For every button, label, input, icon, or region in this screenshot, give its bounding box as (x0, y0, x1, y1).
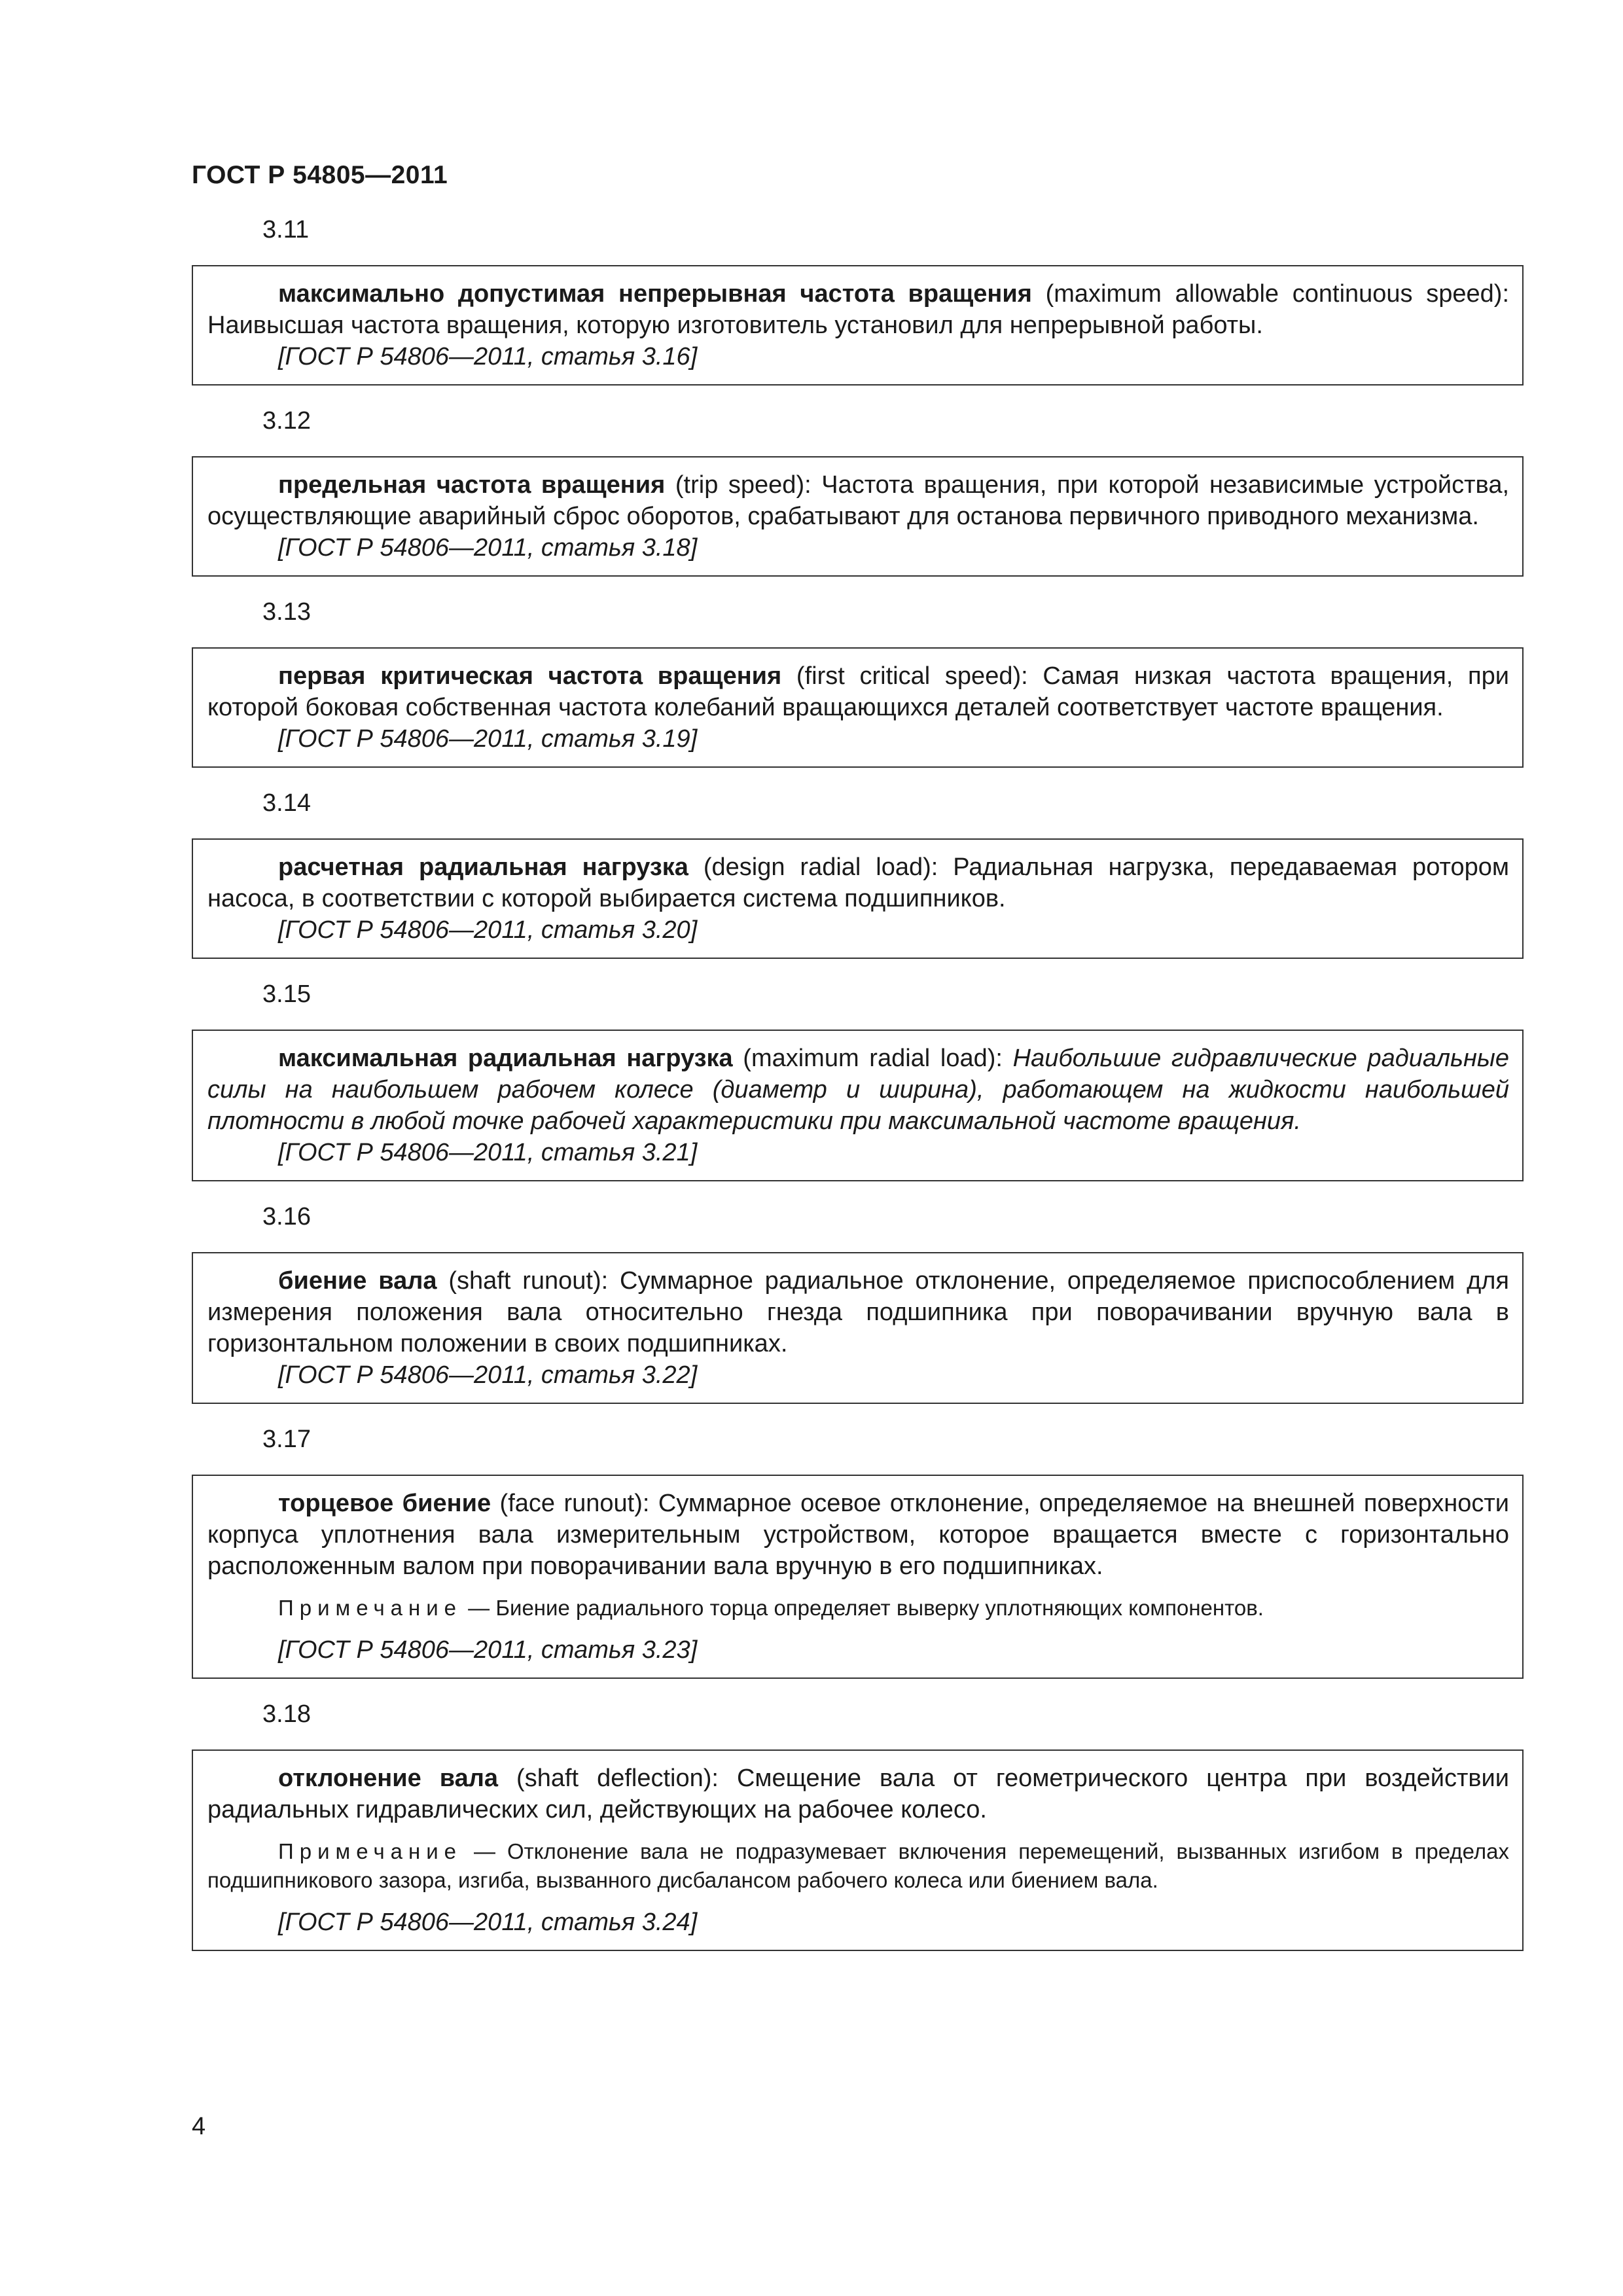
english-equivalent: (shaft deflection): (498, 1765, 737, 1792)
definition-paragraph (207, 852, 1509, 914)
term-name: максимальная радиальная нагрузка (278, 1045, 733, 1072)
note-text: — Отклонение вала не подразумевает включения перемещений, вызванных изгибом в пределах подшипникового зазора, изгиба, вызванного дисбалансом рабочего колеса или биением вала. (207, 1839, 1509, 1892)
english-equivalent: (shaft runout): (437, 1267, 620, 1295)
term-name: отклонение вала (278, 1765, 499, 1792)
term-name: расчетная радиальная нагрузка (278, 853, 688, 881)
entry-number: 3.13 (262, 598, 311, 626)
definition-paragraph (207, 1265, 1509, 1359)
term-definition-box (192, 838, 1524, 959)
entry-number: 3.18 (262, 1700, 311, 1728)
entry-number: 3.12 (262, 407, 311, 435)
term-definition-box (192, 1475, 1524, 1679)
definition-paragraph (207, 1043, 1509, 1137)
term-definition-box (192, 265, 1524, 386)
page-number: 4 (192, 2113, 206, 2140)
definition-paragraph (207, 278, 1509, 341)
term-definition-box (192, 1030, 1524, 1181)
entry-number: 3.14 (262, 789, 311, 817)
note-text: — Биение радиального торца определяет выверку уплотняющих компонентов. (462, 1596, 1264, 1620)
note-label: Примечание (278, 1596, 463, 1620)
term-definition-box (192, 456, 1524, 577)
english-equivalent: (face runout): (491, 1490, 658, 1517)
english-equivalent: (maximum radial load): (732, 1045, 1013, 1072)
definition-text: Суммарное осевое отклонение, определяемое на внешней поверхности корпуса уплотнения вала измерительным устройством, которое вращается вместе с горизонтально расположенным валом при поворачивании вала вручную в его подшипниках. (207, 1490, 1509, 1580)
term-definition-box (192, 1749, 1524, 1951)
definition-text: Суммарное радиальное отклонение, определяемое приспособлением для измерения положения вала относительно гнезда подшипника при поворачивании вручную вала в горизонтальном положении в своих подшипниках. (207, 1267, 1509, 1357)
source-reference: [ГОСТ Р 54806—2011, статья 3.20] (278, 916, 698, 944)
source-reference: [ГОСТ Р 54806—2011, статья 3.22] (278, 1361, 698, 1389)
english-equivalent: (design radial load): (688, 853, 954, 881)
english-equivalent: (first critical speed): (781, 662, 1043, 690)
term-name: предельная частота вращения (278, 471, 666, 499)
source-reference: [ГОСТ Р 54806—2011, статья 3.21] (278, 1139, 698, 1166)
source-reference: [ГОСТ Р 54806—2011, статья 3.19] (278, 725, 698, 753)
definition-text: Частота вращения, при которой независимые устройства, осуществляющие аварийный сброс оборотов, срабатывают для останова первичного приводного механизма. (207, 471, 1510, 530)
english-equivalent: (trip speed): (665, 471, 822, 499)
document-header: ГОСТ Р 54805—2011 (192, 161, 448, 189)
definition-paragraph (207, 1763, 1509, 1825)
term-name: биение вала (278, 1267, 437, 1295)
definition-paragraph (207, 660, 1509, 723)
entry-number: 3.11 (262, 216, 310, 243)
definition-text: Радиальная нагрузка, передаваемая ротором насоса, в соответствии с которой выбирается система подшипников. (207, 853, 1509, 912)
definition-paragraph (207, 1488, 1509, 1582)
source-reference: [ГОСТ Р 54806—2011, статья 3.18] (278, 534, 698, 562)
english-equivalent: (maximum allowable continuous speed): (1031, 280, 1509, 308)
term-definition-box (192, 647, 1524, 768)
entry-number: 3.17 (262, 1426, 311, 1453)
definition-text: Наибольшие гидравлические радиальные силы на наибольшем рабочем колесе (диаметр и ширина), работающем на жидкости наибольшей плотности в любой точке рабочей характеристики при максимальной частоте вращения. (207, 1045, 1509, 1135)
note-paragraph (207, 1837, 1509, 1895)
definition-text: Наивысшая частота вращения, которую изготовитель установил для непрерывной работы. (207, 312, 1263, 339)
definition-text: Самая низкая частота вращения, при которой боковая собственная частота колебаний вращающихся деталей соответствует частоте вращения. (207, 662, 1509, 721)
term-name: первая критическая частота вращения (278, 662, 782, 690)
term-name: торцевое биение (278, 1490, 491, 1517)
source-reference: [ГОСТ Р 54806—2011, статья 3.16] (278, 343, 698, 370)
source-reference: [ГОСТ Р 54806—2011, статья 3.24] (278, 1909, 698, 1936)
note-paragraph (207, 1594, 1509, 1623)
definition-text: Смещение вала от геометрического центра при воздействии радиальных гидравлических сил, действующих на рабочее колесо. (207, 1765, 1509, 1823)
entry-number: 3.15 (262, 980, 311, 1008)
terms-section (192, 213, 1524, 1969)
term-name: максимально допустимая непрерывная частота вращения (278, 280, 1032, 308)
term-definition-box (192, 1252, 1524, 1404)
definition-paragraph (207, 469, 1509, 532)
source-reference: [ГОСТ Р 54806—2011, статья 3.23] (278, 1636, 698, 1664)
entry-number: 3.16 (262, 1203, 311, 1230)
note-label: Примечание (278, 1839, 463, 1863)
